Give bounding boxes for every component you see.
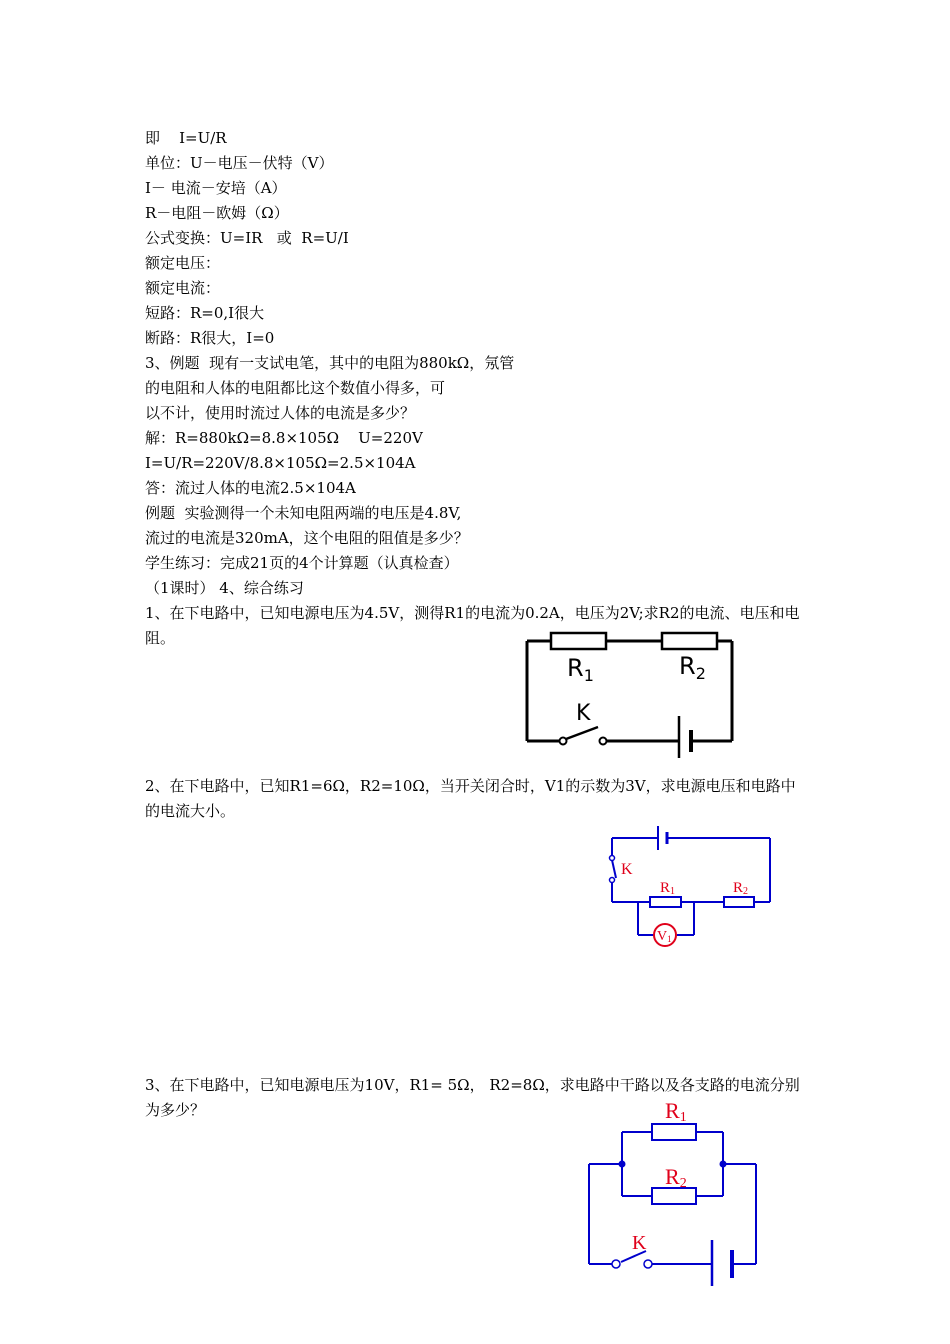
question-2: 2、在下电路中，已知R1=6Ω，R2=10Ω，当开关闭合时，V1的示数为3V，求电源电压和电路中的电流大小。 — [145, 777, 796, 820]
text-line: 额定电压： — [145, 254, 221, 272]
text-line: I－ 电流－安培（A） — [145, 179, 287, 197]
text-line: 公式变换：U=IR 或 R=U/I — [145, 229, 349, 247]
text-line: 流过的电流是320mA，这个电阻的阻值是多少？ — [145, 529, 469, 547]
text-line: 额定电流： — [145, 279, 221, 297]
text-line: 的电阻和人体的电阻都比这个数值小得多，可 — [145, 379, 446, 397]
junction-dot — [720, 1161, 727, 1168]
text-line: 学生练习：完成21页的4个计算题（认真检查） — [145, 554, 459, 572]
text-line: 例题 实验测得一个未知电阻两端的电压是4.8V, — [145, 504, 462, 522]
resistor-r1 — [652, 1124, 696, 1140]
label-switch-k: K — [632, 1232, 647, 1254]
label-r2: R2 — [733, 880, 749, 897]
label-switch-k: K — [621, 861, 633, 878]
label-r1: $R_1$ — [567, 654, 594, 685]
label-voltmeter-v1: V1 — [657, 929, 672, 944]
text-line: 短路：R=0,I很大 — [145, 304, 265, 322]
text-line: 解：R=880kΩ=8.8×105Ω U=220V — [145, 429, 423, 447]
label-r2: $R_2$ — [679, 652, 706, 683]
question-3: 3、在下电路中，已知电源电压为10V，R1= 5Ω， R2=8Ω，求电路中干路以及各支路的电流分别为多少？ — [145, 1076, 800, 1119]
switch-contact — [612, 1260, 620, 1268]
label-switch-k: K — [576, 701, 591, 726]
text-line: 断路：R很大，I=0 — [145, 329, 275, 347]
text-line: 单位：U－电压－伏特（V） — [145, 154, 334, 172]
text-line: 即 I=U/R — [145, 129, 227, 147]
text-line: 答：流过人体的电流2.5×104A — [145, 479, 356, 497]
switch-contact — [644, 1260, 652, 1268]
text-line: 3、例题 现有一支试电笔，其中的电阻为880kΩ，氖管 — [145, 354, 515, 372]
resistor-r2 — [652, 1188, 696, 1204]
label-r1: R1 — [665, 1098, 687, 1125]
label-r1: R1 — [660, 880, 676, 897]
junction-dot — [619, 1161, 626, 1168]
text-line: （1课时） 4、综合练习 — [145, 579, 304, 597]
text-line: 以不计，使用时流过人体的电流是多少？ — [145, 404, 416, 422]
question-1: 1、在下电路中，已知电源电压为4.5V，测得R1的电流为0.2A，电压为2V;求R2的电流、电压和电阻。 — [145, 604, 800, 647]
label-r2: R2 — [665, 1164, 687, 1191]
text-line: I=U/R=220V/8.8×105Ω=2.5×104A — [145, 454, 416, 472]
text-line: R－电阻－欧姆（Ω） — [145, 204, 289, 222]
